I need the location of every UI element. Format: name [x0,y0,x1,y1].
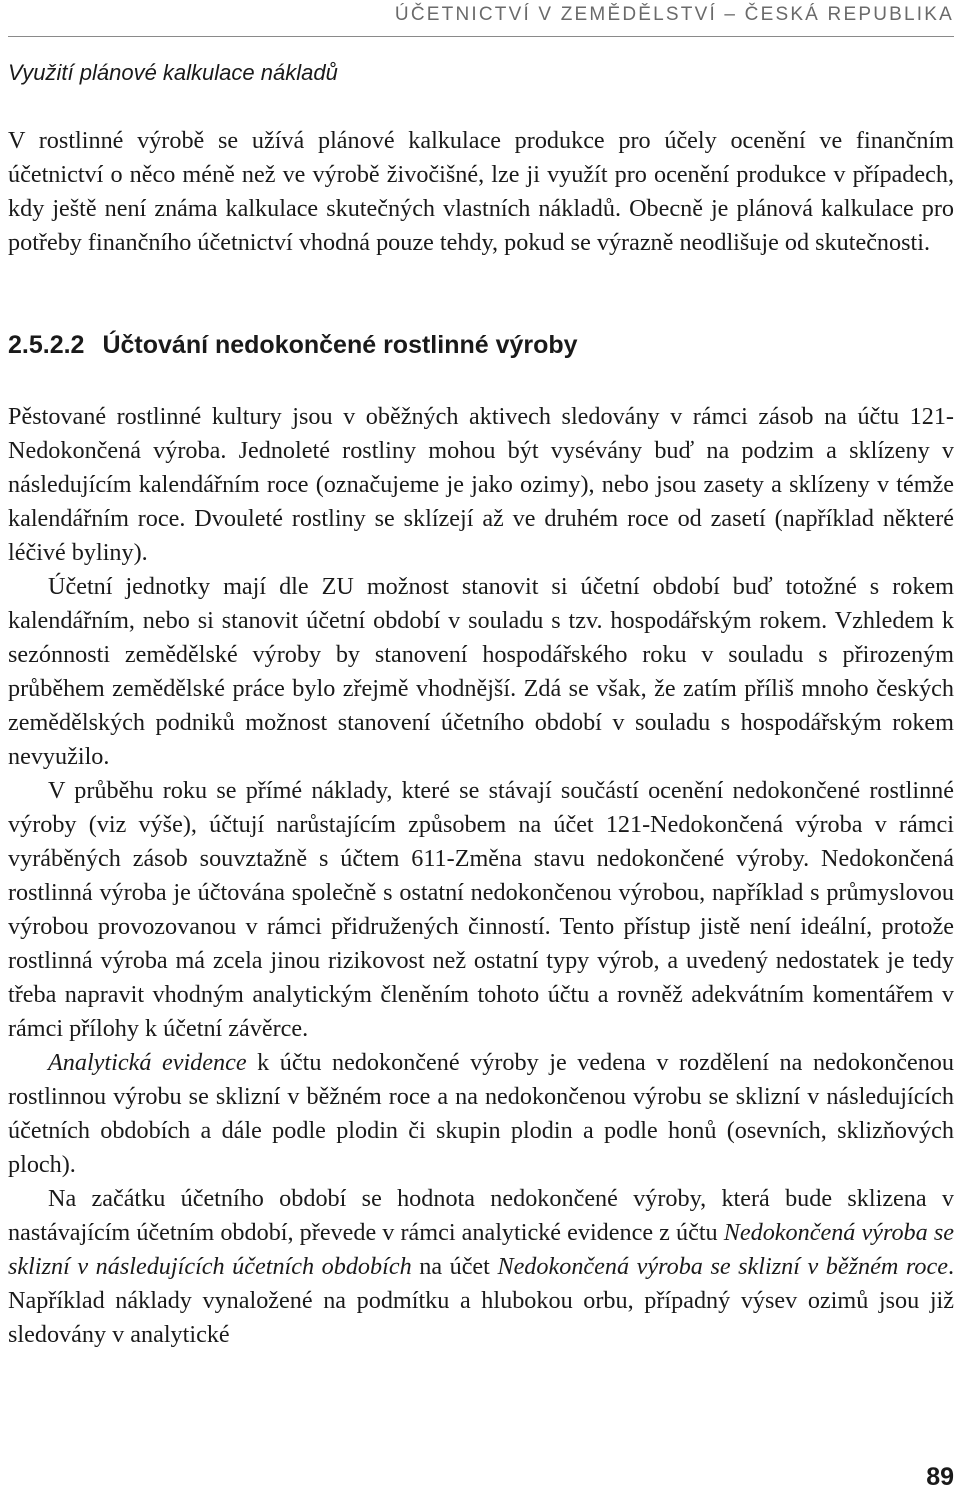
header-rule [8,36,954,37]
paragraph-4-rest: k účtu nedokončené výroby je vedena v rozdělení na nedokončenou rostlinnou výrobu se sklizní v běžném roce a na nedokončenou výrobu se sklizní v následujících účetních obdobích a dále podle plodin či skupin plodin a podle honů (osevních, sklizňových ploch). [8,1049,954,1178]
subsection-number: 2.5.2.2 [8,331,85,359]
paragraph-4-italic: Analytická evidence [48,1049,247,1076]
paragraph-1: Pěstované rostlinné kultury jsou v oběžných aktivech sledovány v rámci zásob na účtu 121-Nedokončená výroba. Jednoleté rostliny mohou být vysévány buď na podzim a sklízeny v následujícím kalendářním roce (označujeme je jako ozimy), nebo jsou zasety a sklízeny v témže kalendářním roce. Dvouleté rostliny se sklízejí až ve druhém roce od zasetí (například některé léčivé byliny). [8,403,954,566]
paragraph-3: V průběhu roku se přímé náklady, které se stávají součástí ocenění nedokončené rostlinné výroby (viz výše), účtují narůstajícím způsobem na účet 121-Nedokončená výroba v rámci vyráběných zásob souvztažně s účtem 611-Změna stavu nedokončené výroby. Nedokončená rostlinná výroba je účtována společně s ostatní nedokončenou výrobou, například s průmyslovou výrobou provozovanou v rámci přidružených činností. Tento přístup jistě není ideální, protože rostlinná výroba má zcela jinou rizikovost než ostatní typy výrob, a uvedený nedostatek je tedy třeba napravit vhodným analytickým členěním tohoto účtu a rovněž adekvátním komentářem v rámci přílohy k účetní závěrce. [8,777,954,1042]
paragraph-5-part-c: . Například náklady vynaložené na podmítku a hlubokou orbu, případný výsev ozimů jsou již sledovány v analytické [8,1253,954,1348]
paragraph-5-italic-2: Nedokončená výroba se sklizní v běžném roce [497,1253,948,1280]
paragraph-5-part-b: na účet [411,1253,498,1280]
paragraph-5-part-a: Na začátku účetního období se hodnota nedokončené výroby, která bude sklizena v nastávajícím účetním období, převede v rámci analytické evidence z účtu [8,1185,954,1246]
subsection-title: Účtování nedokončené rostlinné výroby [102,331,578,359]
main-text-block [8,400,954,1352]
intro-text-block [8,124,954,260]
section-title: Využití plánové kalkulace nákladů [8,60,338,85]
paragraph-5 [8,1182,954,1352]
subsection-heading [8,331,578,360]
paragraph-5-italic-1: Nedokončená výroba se sklizní v následujících účetních obdobích [8,1219,954,1280]
page-number: 89 [926,1463,954,1491]
intro-paragraph: V rostlinné výrobě se užívá plánové kalkulace produkce pro účely ocenění ve finančním účetnictví o něco méně než ve výrobě živočišné, lze ji využít pro ocenění produkce v případech, kdy ještě není známa kalkulace skutečných vlastních nákladů. Obecně je plánová kalkulace pro potřeby finančního účetnictví vhodná pouze tehdy, pokud se výrazně neodlišuje od skutečnosti. [8,127,954,256]
running-header: ÚČETNICTVÍ V ZEMĚDĚLSTVÍ – ČESKÁ REPUBLIKA [394,4,954,25]
paragraph-4 [8,1046,954,1182]
paragraph-2: Účetní jednotky mají dle ZU možnost stanovit si účetní období buď totožné s rokem kalendářním, nebo si stanovit účetní období v souladu s tzv. hospodářským rokem. Vzhledem k sezónnosti zemědělské výroby by stanovení hospodářského roku v souladu s přirozeným průběhem zemědělské práce bylo zřejmě vhodnější. Zdá se však, že zatím příliš mnoho českých zemědělských podniků možnost stanovení účetního období v souladu s hospodářským rokem nevyužilo. [8,573,954,770]
